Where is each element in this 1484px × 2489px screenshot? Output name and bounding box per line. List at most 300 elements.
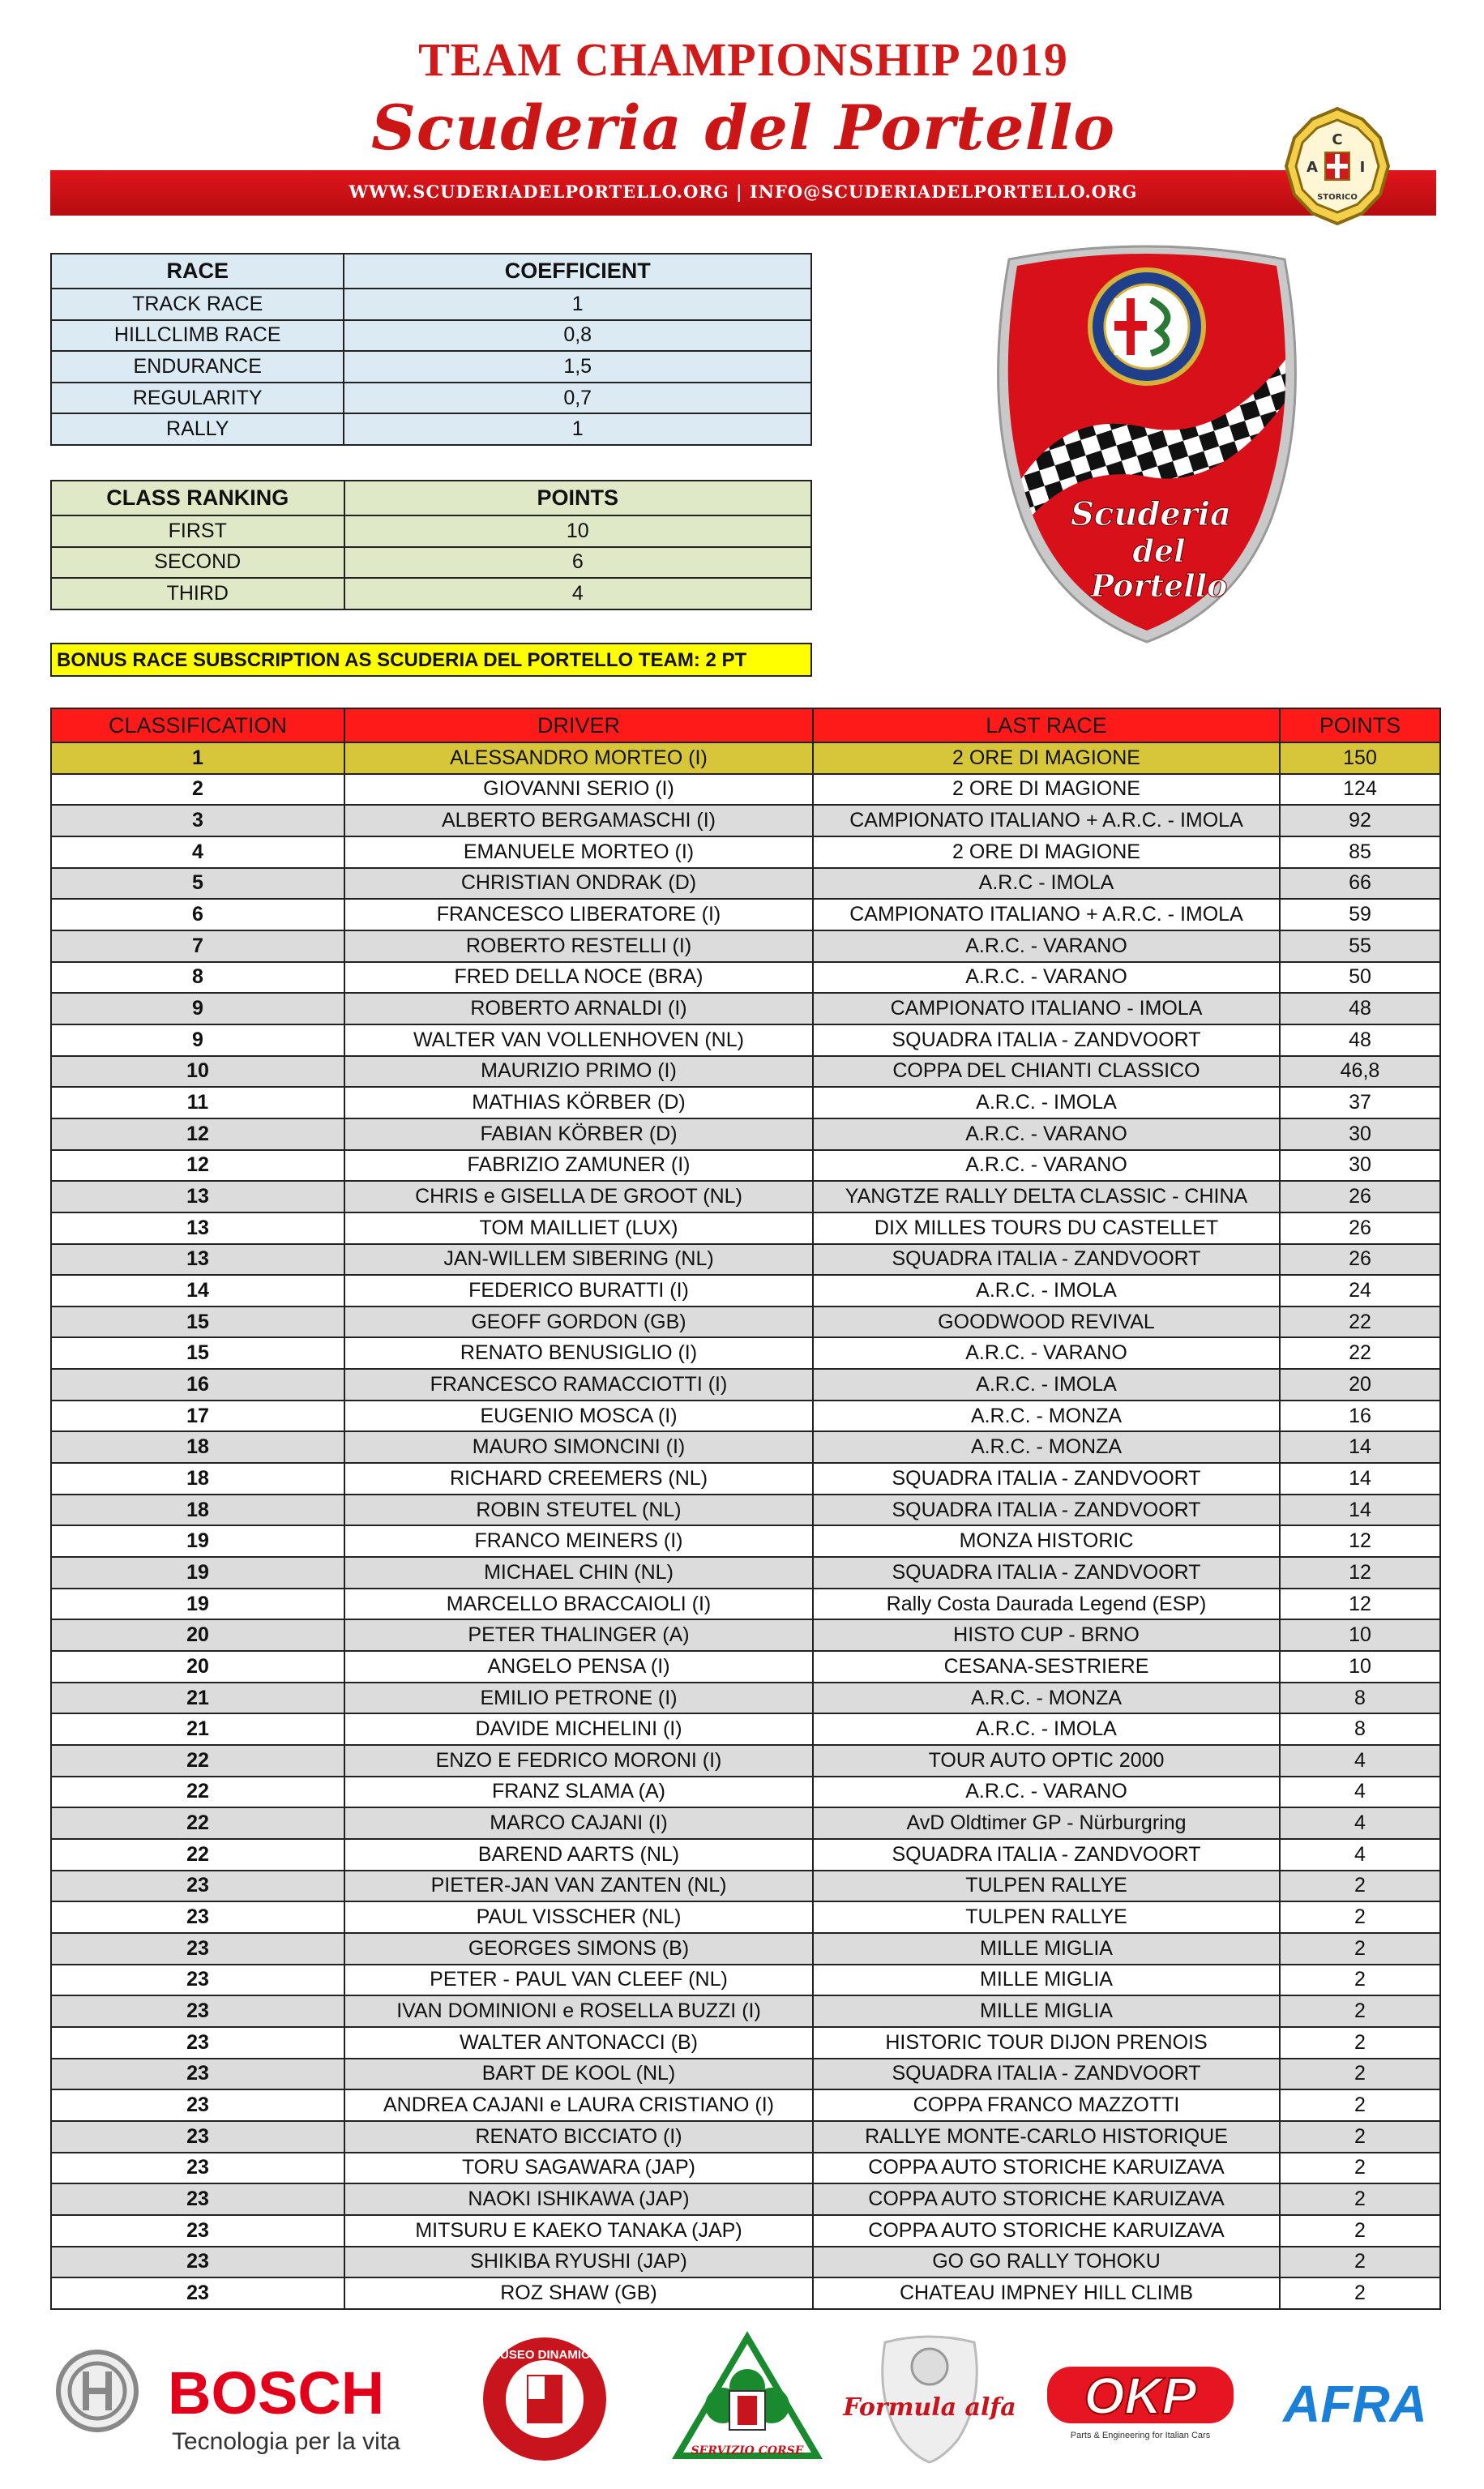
classification-cell: 23 [51, 2183, 344, 2215]
last-race-cell: HISTORIC TOUR DIJON PRENOIS [813, 2027, 1280, 2059]
driver-cell: PAUL VISSCHER (NL) [344, 1901, 813, 1933]
last-race-cell: DIX MILLES TOURS DU CASTELLET [813, 1212, 1280, 1244]
points-cell: 2 [1280, 1901, 1440, 1933]
last-race-cell: CAMPIONATO ITALIANO + A.R.C. - IMOLA [813, 899, 1280, 930]
standings-row [51, 1871, 1440, 1902]
points-cell: 22 [1280, 1307, 1440, 1338]
classification-cell: 23 [51, 2247, 344, 2278]
coefficient-row [51, 413, 811, 445]
driver-cell: ROZ SHAW (GB) [344, 2277, 813, 2309]
driver-cell: MARCO CAJANI (I) [344, 1807, 813, 1839]
driver-cell: MICHAEL CHIN (NL) [344, 1557, 813, 1589]
last-race-cell: A.R.C. - IMOLA [813, 1713, 1280, 1745]
standings-row [51, 1212, 1440, 1244]
class-position: FIRST [51, 515, 344, 547]
classification-cell: 1 [51, 742, 344, 774]
classification-cell: 19 [51, 1557, 344, 1589]
standings-row [51, 930, 1440, 962]
points-cell: 2 [1280, 2027, 1440, 2059]
points-cell: 124 [1280, 774, 1440, 806]
badge-letter-c: C [1332, 131, 1343, 148]
race-type: REGULARITY [51, 383, 344, 414]
bosch-logo [50, 2334, 431, 2464]
classification-cell: 21 [51, 1713, 344, 1745]
driver-cell: PETER - PAUL VAN CLEEF (NL) [344, 1965, 813, 1996]
last-race-cell: COPPA AUTO STORICHE KARUIZAVA [813, 2183, 1280, 2215]
points-cell: 8 [1280, 1683, 1440, 1714]
driver-cell: WALTER ANTONACCI (B) [344, 2027, 813, 2059]
last-race-cell: SQUADRA ITALIA - ZANDVOORT [813, 1495, 1280, 1526]
driver-cell: FABRIZIO ZAMUNER (I) [344, 1150, 813, 1182]
class-points: 10 [344, 515, 811, 547]
classification-cell: 20 [51, 1619, 344, 1651]
coefficient-value: 1 [344, 413, 811, 445]
driver-cell: FABIAN KÖRBER (D) [344, 1118, 813, 1150]
standings-row [51, 2153, 1440, 2184]
points-cell: 10 [1280, 1651, 1440, 1683]
page-title: TEAM CHAMPIONSHIP 2019 [418, 33, 1068, 86]
points-cell: 48 [1280, 993, 1440, 1024]
points-cell: 150 [1280, 742, 1440, 774]
last-race-cell: MILLE MIGLIA [813, 1933, 1280, 1965]
standings-row [51, 2247, 1440, 2278]
classification-cell: 23 [51, 1995, 344, 2027]
points-cell: 2 [1280, 1933, 1440, 1965]
classification-cell: 22 [51, 1745, 344, 1777]
driver-cell: GEORGES SIMONS (B) [344, 1933, 813, 1965]
last-race-cell: SQUADRA ITALIA - ZANDVOORT [813, 1557, 1280, 1589]
driver-cell: MARCELLO BRACCAIOLI (I) [344, 1589, 813, 1620]
points-cell: 4 [1280, 1745, 1440, 1777]
last-race-cell: CAMPIONATO ITALIANO + A.R.C. - IMOLA [813, 805, 1280, 836]
driver-cell: MAURO SIMONCINI (I) [344, 1431, 813, 1463]
badge-letter-i: I [1359, 159, 1366, 176]
last-race-cell: COPPA AUTO STORICHE KARUIZAVA [813, 2153, 1280, 2184]
classification-cell: 12 [51, 1118, 344, 1150]
last-race-cell: SQUADRA ITALIA - ZANDVOORT [813, 1839, 1280, 1871]
standings-row [51, 1337, 1440, 1369]
points-cell: 2 [1280, 2059, 1440, 2090]
driver-cell: IVAN DOMINIONI e ROSELLA BUZZI (I) [344, 1995, 813, 2027]
logo-text-scuderia: Scuderia [1071, 495, 1231, 533]
driver-cell: GEOFF GORDON (GB) [344, 1307, 813, 1338]
driver-cell: BAREND AARTS (NL) [344, 1839, 813, 1871]
classification-cell: 13 [51, 1212, 344, 1244]
standings-row [51, 1619, 1440, 1651]
formula-alfa-logo [843, 2334, 1016, 2464]
points-cell: 2 [1280, 2247, 1440, 2278]
points-cell: 2 [1280, 2183, 1440, 2215]
points-cell: 4 [1280, 1839, 1440, 1871]
last-race-cell: COPPA AUTO STORICHE KARUIZAVA [813, 2215, 1280, 2247]
points-cell: 2 [1280, 2089, 1440, 2121]
driver-cell: TOM MAILLIET (LUX) [344, 1212, 813, 1244]
class-position: SECOND [51, 547, 344, 579]
points-cell: 2 [1280, 2153, 1440, 2184]
last-race-cell: SQUADRA ITALIA - ZANDVOORT [813, 1463, 1280, 1495]
driver-cell: GIOVANNI SERIO (I) [344, 774, 813, 806]
driver-cell: ROBERTO ARNALDI (I) [344, 993, 813, 1024]
class-points-header: POINTS [344, 481, 811, 515]
race-type: RALLY [51, 413, 344, 445]
race-type: ENDURANCE [51, 351, 344, 383]
standings-row [51, 1118, 1440, 1150]
points-cell: 46,8 [1280, 1056, 1440, 1088]
driver-cell: FRANZ SLAMA (A) [344, 1777, 813, 1808]
last-race-cell: 2 ORE DI MAGIONE [813, 836, 1280, 868]
points-cell: 16 [1280, 1401, 1440, 1432]
classification-cell: 18 [51, 1463, 344, 1495]
website-text[interactable]: WWW.SCUDERIADELPORTELLO.ORG | INFO@SCUDERIADELPORTELLO.ORG [349, 182, 1138, 202]
standings-row [51, 742, 1440, 774]
formula-alfa-text: Formula alfa [843, 2393, 1016, 2422]
class-ranking-header-row [51, 481, 811, 515]
last-race-cell: A.R.C. - VARANO [813, 1118, 1280, 1150]
points-cell: 30 [1280, 1118, 1440, 1150]
scuderia-shield-logo [985, 250, 1309, 647]
driver-cell: PIETER-JAN VAN ZANTEN (NL) [344, 1871, 813, 1902]
classification-cell: 23 [51, 1965, 344, 1996]
last-race-cell: A.R.C. - VARANO [813, 1777, 1280, 1808]
classification-cell: 23 [51, 2153, 344, 2184]
header-last-race: LAST RACE [813, 708, 1280, 742]
class-ranking-header: CLASS RANKING [51, 481, 344, 515]
standings-row [51, 1995, 1440, 2027]
classification-cell: 13 [51, 1181, 344, 1212]
standings-row [51, 2027, 1440, 2059]
driver-cell: EMANUELE MORTEO (I) [344, 836, 813, 868]
last-race-cell: COPPA DEL CHIANTI CLASSICO [813, 1056, 1280, 1088]
last-race-cell: RALLYE MONTE-CARLO HISTORIQUE [813, 2121, 1280, 2153]
last-race-cell: CHATEAU IMPNEY HILL CLIMB [813, 2277, 1280, 2309]
okp-wordmark: OKP [1084, 2367, 1197, 2425]
standings-row [51, 899, 1440, 930]
logo-text-del: del [1132, 532, 1186, 569]
driver-cell: ROBERTO RESTELLI (I) [344, 930, 813, 962]
last-race-cell: A.R.C. - MONZA [813, 1431, 1280, 1463]
points-cell: 12 [1280, 1525, 1440, 1557]
last-race-cell: MILLE MIGLIA [813, 1965, 1280, 1996]
standings-row [51, 2277, 1440, 2309]
points-cell: 66 [1280, 868, 1440, 900]
classification-cell: 23 [51, 2277, 344, 2309]
standings-row [51, 1181, 1440, 1212]
standings-row [51, 1933, 1440, 1965]
points-cell: 4 [1280, 1777, 1440, 1808]
classification-cell: 23 [51, 1901, 344, 1933]
points-cell: 92 [1280, 805, 1440, 836]
driver-cell: ENZO E FEDRICO MORONI (I) [344, 1745, 813, 1777]
standings-row [51, 1557, 1440, 1589]
coefficient-row [51, 351, 811, 383]
classification-cell: 7 [51, 930, 344, 962]
driver-cell: CHRISTIAN ONDRAK (D) [344, 868, 813, 900]
museo-dinamico-logo [464, 2334, 626, 2464]
last-race-cell: GO GO RALLY TOHOKU [813, 2247, 1280, 2278]
coefficient-header-value: COEFFICIENT [344, 254, 811, 289]
servizio-text: SERVIZIO CORSE [691, 2444, 804, 2457]
classification-cell: 22 [51, 1777, 344, 1808]
standings-header-row [51, 708, 1440, 742]
last-race-cell: SQUADRA ITALIA - ZANDVOORT [813, 1024, 1280, 1056]
points-cell: 8 [1280, 1713, 1440, 1745]
driver-cell: SHIKIBA RYUSHI (JAP) [344, 2247, 813, 2278]
okp-logo [1039, 2334, 1242, 2464]
last-race-cell: A.R.C. - IMOLA [813, 1087, 1280, 1118]
classification-cell: 3 [51, 805, 344, 836]
points-cell: 2 [1280, 1871, 1440, 1902]
driver-cell: MITSURU E KAEKO TANAKA (JAP) [344, 2215, 813, 2247]
driver-cell: EUGENIO MOSCA (I) [344, 1401, 813, 1432]
standings-table [50, 708, 1441, 2310]
website-banner [50, 170, 1436, 216]
points-cell: 10 [1280, 1619, 1440, 1651]
last-race-cell: AvD Oldtimer GP - Nürburgring [813, 1807, 1280, 1839]
header-classification: CLASSIFICATION [51, 708, 344, 742]
museo-text: MUSEO DINAMICO [490, 2348, 600, 2362]
classification-cell: 14 [51, 1275, 344, 1307]
driver-cell: ANGELO PENSA (I) [344, 1651, 813, 1683]
standings-row [51, 993, 1440, 1024]
standings-row [51, 1745, 1440, 1777]
coefficient-header-row [51, 254, 811, 289]
standings-row [51, 1056, 1440, 1088]
last-race-cell: 2 ORE DI MAGIONE [813, 774, 1280, 806]
classification-cell: 23 [51, 2027, 344, 2059]
driver-cell: CHRIS e GISELLA DE GROOT (NL) [344, 1181, 813, 1212]
driver-cell: ALBERTO BERGAMASCHI (I) [344, 805, 813, 836]
points-cell: 2 [1280, 1965, 1440, 1996]
last-race-cell: TULPEN RALLYE [813, 1901, 1280, 1933]
class-position: THIRD [51, 578, 344, 609]
driver-cell: FRANCO MEINERS (I) [344, 1525, 813, 1557]
header-driver: DRIVER [344, 708, 813, 742]
classification-cell: 17 [51, 1401, 344, 1432]
points-cell: 55 [1280, 930, 1440, 962]
last-race-cell: A.R.C - IMOLA [813, 868, 1280, 900]
standings-row [51, 1525, 1440, 1557]
classification-cell: 19 [51, 1589, 344, 1620]
driver-cell: ROBIN STEUTEL (NL) [344, 1495, 813, 1526]
class-points: 6 [344, 547, 811, 579]
standings-row [51, 1150, 1440, 1182]
last-race-cell: TOUR AUTO OPTIC 2000 [813, 1745, 1280, 1777]
classification-cell: 4 [51, 836, 344, 868]
coefficient-value: 1,5 [344, 351, 811, 383]
classification-cell: 9 [51, 993, 344, 1024]
last-race-cell: 2 ORE DI MAGIONE [813, 742, 1280, 774]
standings-row [51, 1713, 1440, 1745]
standings-row [51, 1965, 1440, 1996]
classification-cell: 11 [51, 1087, 344, 1118]
standings-row [51, 1839, 1440, 1871]
last-race-cell: A.R.C. - MONZA [813, 1683, 1280, 1714]
last-race-cell: Rally Costa Daurada Legend (ESP) [813, 1589, 1280, 1620]
last-race-cell: SQUADRA ITALIA - ZANDVOORT [813, 1244, 1280, 1276]
afra-wordmark: AFRA [1283, 2375, 1427, 2433]
driver-cell: PETER THALINGER (A) [344, 1619, 813, 1651]
standings-row [51, 1901, 1440, 1933]
aci-storico-badge-icon [1277, 105, 1398, 227]
afra-logo [1274, 2334, 1436, 2464]
standings-row [51, 1369, 1440, 1401]
points-cell: 48 [1280, 1024, 1440, 1056]
classification-cell: 19 [51, 1525, 344, 1557]
classification-cell: 23 [51, 2121, 344, 2153]
last-race-cell: MONZA HISTORIC [813, 1525, 1280, 1557]
servizio-corse-logo [674, 2334, 820, 2464]
coefficient-value: 0,7 [344, 383, 811, 414]
standings-row [51, 836, 1440, 868]
classification-cell: 8 [51, 962, 344, 994]
points-cell: 14 [1280, 1431, 1440, 1463]
classification-cell: 23 [51, 2059, 344, 2090]
driver-cell: MAURIZIO PRIMO (I) [344, 1056, 813, 1088]
okp-tagline: Parts & Engineering for Italian Cars [1070, 2431, 1211, 2440]
last-race-cell: A.R.C. - IMOLA [813, 1369, 1280, 1401]
class-ranking-row [51, 515, 811, 547]
points-cell: 14 [1280, 1495, 1440, 1526]
coefficient-row [51, 320, 811, 352]
standings-row [51, 1275, 1440, 1307]
classification-cell: 21 [51, 1683, 344, 1714]
badge-letter-a: A [1307, 159, 1318, 176]
driver-cell: FRANCESCO LIBERATORE (I) [344, 899, 813, 930]
standings-row [51, 2089, 1440, 2121]
standings-row [51, 1589, 1440, 1620]
classification-cell: 18 [51, 1431, 344, 1463]
header-points: POINTS [1280, 708, 1440, 742]
classification-cell: 22 [51, 1839, 344, 1871]
classification-cell: 23 [51, 1871, 344, 1902]
class-ranking-row [51, 547, 811, 579]
standings-row [51, 1651, 1440, 1683]
coefficient-row [51, 383, 811, 414]
last-race-cell: YANGTZE RALLY DELTA CLASSIC - CHINA [813, 1181, 1280, 1212]
classification-cell: 23 [51, 2215, 344, 2247]
standings-row [51, 962, 1440, 994]
bosch-wordmark: BOSCH [168, 2359, 385, 2427]
logo-text-portello: Portello [1090, 567, 1228, 604]
standings-row [51, 1024, 1440, 1056]
last-race-cell: TULPEN RALLYE [813, 1871, 1280, 1902]
points-cell: 22 [1280, 1337, 1440, 1369]
coefficient-table [50, 253, 812, 446]
bosch-tagline: Tecnologia per la vita [172, 2428, 400, 2455]
points-cell: 85 [1280, 836, 1440, 868]
points-cell: 12 [1280, 1589, 1440, 1620]
standings-row [51, 1807, 1440, 1839]
class-ranking-row [51, 578, 811, 609]
points-cell: 2 [1280, 1995, 1440, 2027]
points-cell: 26 [1280, 1181, 1440, 1212]
coefficient-header-race: RACE [51, 254, 344, 289]
driver-cell: RICHARD CREEMERS (NL) [344, 1463, 813, 1495]
classification-cell: 12 [51, 1150, 344, 1182]
classification-cell: 18 [51, 1495, 344, 1526]
page-subtitle: Scuderia del Portello [370, 92, 1116, 164]
class-ranking-table [50, 480, 812, 610]
standings-row [51, 868, 1440, 900]
bonus-note: BONUS RACE SUBSCRIPTION AS SCUDERIA DEL PORTELLO TEAM: 2 PT [50, 643, 812, 677]
points-cell: 50 [1280, 962, 1440, 994]
class-points: 4 [344, 578, 811, 609]
driver-cell: NAOKI ISHIKAWA (JAP) [344, 2183, 813, 2215]
classification-cell: 23 [51, 1933, 344, 1965]
points-cell: 37 [1280, 1087, 1440, 1118]
points-cell: 30 [1280, 1150, 1440, 1182]
points-cell: 12 [1280, 1557, 1440, 1589]
coefficient-row [51, 289, 811, 320]
standings-row [51, 1401, 1440, 1432]
sponsor-strip [50, 2334, 1439, 2464]
driver-cell: JAN-WILLEM SIBERING (NL) [344, 1244, 813, 1276]
standings-row [51, 1431, 1440, 1463]
standings-row [51, 2059, 1440, 2090]
driver-cell: TORU SAGAWARA (JAP) [344, 2153, 813, 2184]
points-cell: 2 [1280, 2121, 1440, 2153]
driver-cell: ALESSANDRO MORTEO (I) [344, 742, 813, 774]
points-cell: 20 [1280, 1369, 1440, 1401]
standings-row [51, 1307, 1440, 1338]
coefficient-value: 1 [344, 289, 811, 320]
last-race-cell: A.R.C. - VARANO [813, 930, 1280, 962]
driver-cell: ANDREA CAJANI e LAURA CRISTIANO (I) [344, 2089, 813, 2121]
last-race-cell: A.R.C. - VARANO [813, 962, 1280, 994]
standings-row [51, 2215, 1440, 2247]
standings-row [51, 2121, 1440, 2153]
points-cell: 59 [1280, 899, 1440, 930]
last-race-cell: CESANA-SESTRIERE [813, 1651, 1280, 1683]
classification-cell: 6 [51, 899, 344, 930]
classification-cell: 20 [51, 1651, 344, 1683]
badge-caption: STORICO [1317, 193, 1358, 202]
driver-cell: FEDERICO BURATTI (I) [344, 1275, 813, 1307]
last-race-cell: MILLE MIGLIA [813, 1995, 1280, 2027]
standings-row [51, 805, 1440, 836]
race-type: HILLCLIMB RACE [51, 320, 344, 352]
standings-row [51, 1683, 1440, 1714]
classification-cell: 15 [51, 1337, 344, 1369]
points-cell: 2 [1280, 2277, 1440, 2309]
page-header [50, 23, 1436, 217]
last-race-cell: COPPA FRANCO MAZZOTTI [813, 2089, 1280, 2121]
standings-row [51, 774, 1440, 806]
last-race-cell: A.R.C. - VARANO [813, 1150, 1280, 1182]
classification-cell: 10 [51, 1056, 344, 1088]
points-cell: 4 [1280, 1807, 1440, 1839]
points-cell: 2 [1280, 2215, 1440, 2247]
driver-cell: FRED DELLA NOCE (BRA) [344, 962, 813, 994]
last-race-cell: CAMPIONATO ITALIANO - IMOLA [813, 993, 1280, 1024]
classification-cell: 23 [51, 2089, 344, 2121]
classification-cell: 22 [51, 1807, 344, 1839]
last-race-cell: HISTO CUP - BRNO [813, 1619, 1280, 1651]
coefficient-value: 0,8 [344, 320, 811, 352]
last-race-cell: GOODWOOD REVIVAL [813, 1307, 1280, 1338]
last-race-cell: A.R.C. - IMOLA [813, 1275, 1280, 1307]
points-cell: 26 [1280, 1212, 1440, 1244]
classification-cell: 13 [51, 1244, 344, 1276]
last-race-cell: A.R.C. - MONZA [813, 1401, 1280, 1432]
race-type: TRACK RACE [51, 289, 344, 320]
standings-row [51, 1495, 1440, 1526]
driver-cell: BART DE KOOL (NL) [344, 2059, 813, 2090]
standings-row [51, 2183, 1440, 2215]
driver-cell: RENATO BENUSIGLIO (I) [344, 1337, 813, 1369]
last-race-cell: SQUADRA ITALIA - ZANDVOORT [813, 2059, 1280, 2090]
standings-row [51, 1463, 1440, 1495]
